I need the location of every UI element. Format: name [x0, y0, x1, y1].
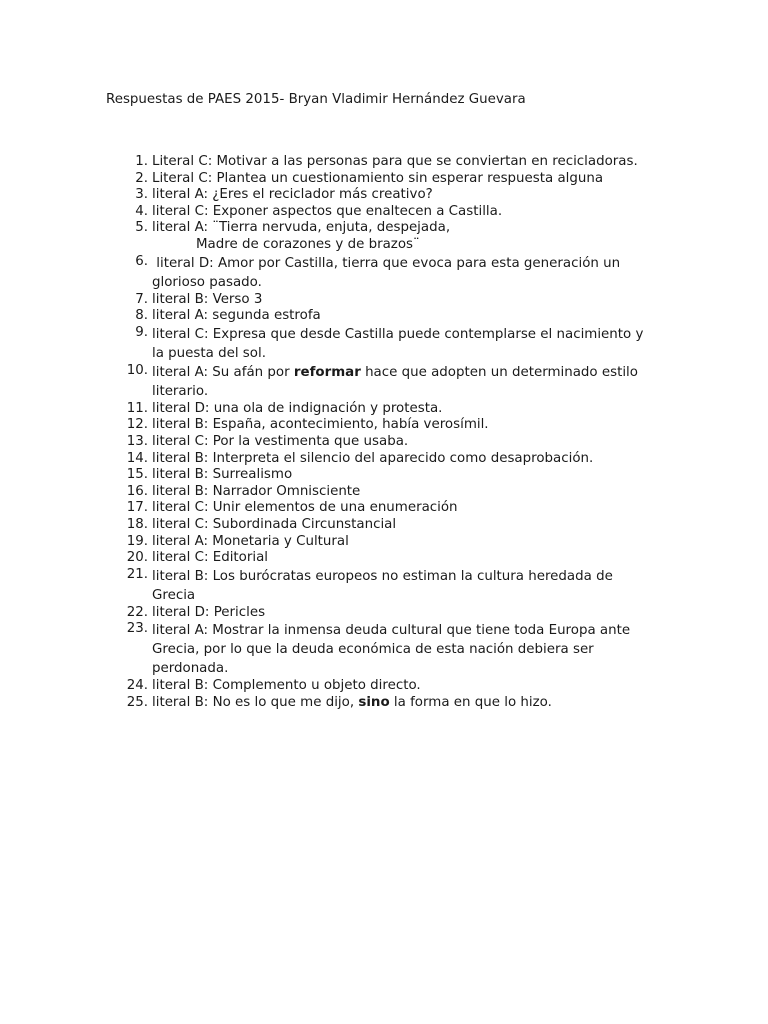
answer-number: 9.	[135, 324, 148, 340]
answer-item-3	[106, 187, 666, 204]
answer-number: 6.	[135, 253, 148, 269]
answer-number: 5.	[135, 220, 148, 236]
answer-text: literal D: Pericles	[152, 604, 266, 620]
answer-text: literal C: Por la vestimenta que usaba.	[152, 433, 409, 449]
answer-text	[152, 695, 666, 712]
answer-list	[106, 154, 666, 711]
answer-item-24	[106, 678, 666, 695]
answer-number: 7.	[135, 291, 148, 307]
answer-text: literal B: Complemento u objeto directo.	[152, 678, 421, 694]
emphasized-word: reformar	[293, 364, 361, 380]
answer-item-23	[106, 621, 666, 678]
answer-item-18	[106, 517, 666, 534]
answer-text: literal B: Los burócratas europeos no estiman la cultura heredada de	[152, 568, 613, 584]
answer-text: literal D: Amor por Castilla, tierra que evoca para esta generación un	[152, 255, 621, 271]
answer-text: literal A: ¿Eres el reciclador más creativo?	[152, 187, 433, 203]
answer-text-continuation: Madre de corazones y de brazos¨	[196, 236, 420, 252]
answer-item-4	[106, 204, 666, 221]
answer-text: literal B: Narrador Omnisciente	[152, 483, 361, 499]
answer-number: 3.	[135, 187, 148, 203]
answer-item-19	[106, 534, 666, 551]
answer-text-continuation: la puesta del sol.	[152, 345, 266, 361]
answer-item-17	[106, 500, 666, 517]
answer-text-pre: literal A: Su afán por	[152, 364, 294, 380]
answer-text-post: la forma en que lo hizo.	[389, 694, 552, 710]
answer-number: 2.	[135, 170, 148, 186]
answer-number: 11.	[126, 400, 148, 416]
answer-text: literal A: Monetaria y Cultural	[152, 533, 349, 549]
answer-text: literal B: Surrealismo	[152, 467, 293, 483]
answer-text: literal A: segunda estrofa	[152, 308, 321, 324]
answer-text: literal D: una ola de indignación y protesta.	[152, 400, 443, 416]
answer-item-1	[106, 154, 666, 171]
answer-item-12	[106, 417, 666, 434]
document-title: Respuestas de PAES 2015- Bryan Vladimir Hernández Guevara	[106, 92, 526, 107]
emphasized-word: sino	[358, 694, 390, 710]
answer-item-10	[106, 363, 666, 401]
answer-number: 16.	[126, 483, 148, 499]
answer-number: 17.	[126, 500, 148, 516]
answer-number: 21.	[126, 566, 148, 582]
answer-text-continuation: literario.	[152, 383, 209, 399]
answer-text-pre: literal B: No es lo que me dijo,	[152, 694, 359, 710]
answer-text: Literal C: Plantea un cuestionamiento sin esperar respuesta alguna	[152, 170, 604, 186]
answer-number: 24.	[126, 678, 148, 694]
answer-text: literal C: Unir elementos de una enumeración	[152, 500, 458, 516]
answer-text: literal C: Exponer aspectos que enaltecen a Castilla.	[152, 203, 503, 219]
answer-item-9	[106, 325, 666, 363]
answer-text-continuation: Grecia, por lo que la deuda económica de esta nación debiera ser	[152, 642, 594, 658]
answer-text	[152, 363, 666, 382]
answer-number: 22.	[126, 604, 148, 620]
answer-text: literal A: Mostrar la inmensa deuda cultural que tiene toda Europa ante	[152, 623, 631, 639]
answer-text: literal C: Expresa que desde Castilla puede contemplarse el nacimiento y	[152, 326, 644, 342]
answer-item-15	[106, 467, 666, 484]
answer-number: 19.	[126, 533, 148, 549]
answer-item-25	[106, 695, 666, 712]
answer-text-post: hace que adopten un determinado estilo	[360, 364, 638, 380]
answer-text: literal A: ¨Tierra nervuda, enjuta, despejada,	[152, 220, 451, 236]
answer-text: literal B: Verso 3	[152, 291, 263, 307]
answer-number: 18.	[126, 516, 148, 532]
answer-text-continuation: glorioso pasado.	[152, 274, 262, 290]
answer-item-5	[106, 220, 666, 253]
answer-item-6	[106, 254, 666, 292]
answer-text: literal B: España, acontecimiento, había verosímil.	[152, 417, 489, 433]
answer-item-11	[106, 401, 666, 418]
answer-item-7	[106, 292, 666, 309]
answer-number: 23.	[126, 621, 148, 637]
answer-text: Literal C: Motivar a las personas para que se conviertan en recicladoras.	[152, 154, 638, 169]
answer-number: 15.	[126, 467, 148, 483]
answer-text-continuation: Grecia	[152, 587, 196, 603]
answer-item-21	[106, 567, 666, 605]
answer-item-2	[106, 171, 666, 188]
answer-number: 10.	[126, 362, 148, 378]
answer-item-8	[106, 308, 666, 325]
answer-text-continuation: perdonada.	[152, 661, 229, 677]
answer-text: literal C: Subordinada Circunstancial	[152, 516, 397, 532]
answer-item-13	[106, 434, 666, 451]
answer-item-16	[106, 484, 666, 501]
answer-text: literal B: Interpreta el silencio del aparecido como desaprobación.	[152, 450, 594, 466]
answer-number: 8.	[135, 308, 148, 324]
answer-item-20	[106, 550, 666, 567]
answer-number: 12.	[126, 417, 148, 433]
answer-number: 1.	[135, 154, 148, 169]
answer-text: literal C: Editorial	[152, 550, 269, 566]
answer-number: 20.	[126, 550, 148, 566]
answer-number: 25.	[126, 694, 148, 710]
answer-item-22	[106, 605, 666, 622]
answer-number: 4.	[135, 203, 148, 219]
answer-number: 13.	[126, 433, 148, 449]
answer-item-14	[106, 451, 666, 468]
answer-number: 14.	[126, 450, 148, 466]
